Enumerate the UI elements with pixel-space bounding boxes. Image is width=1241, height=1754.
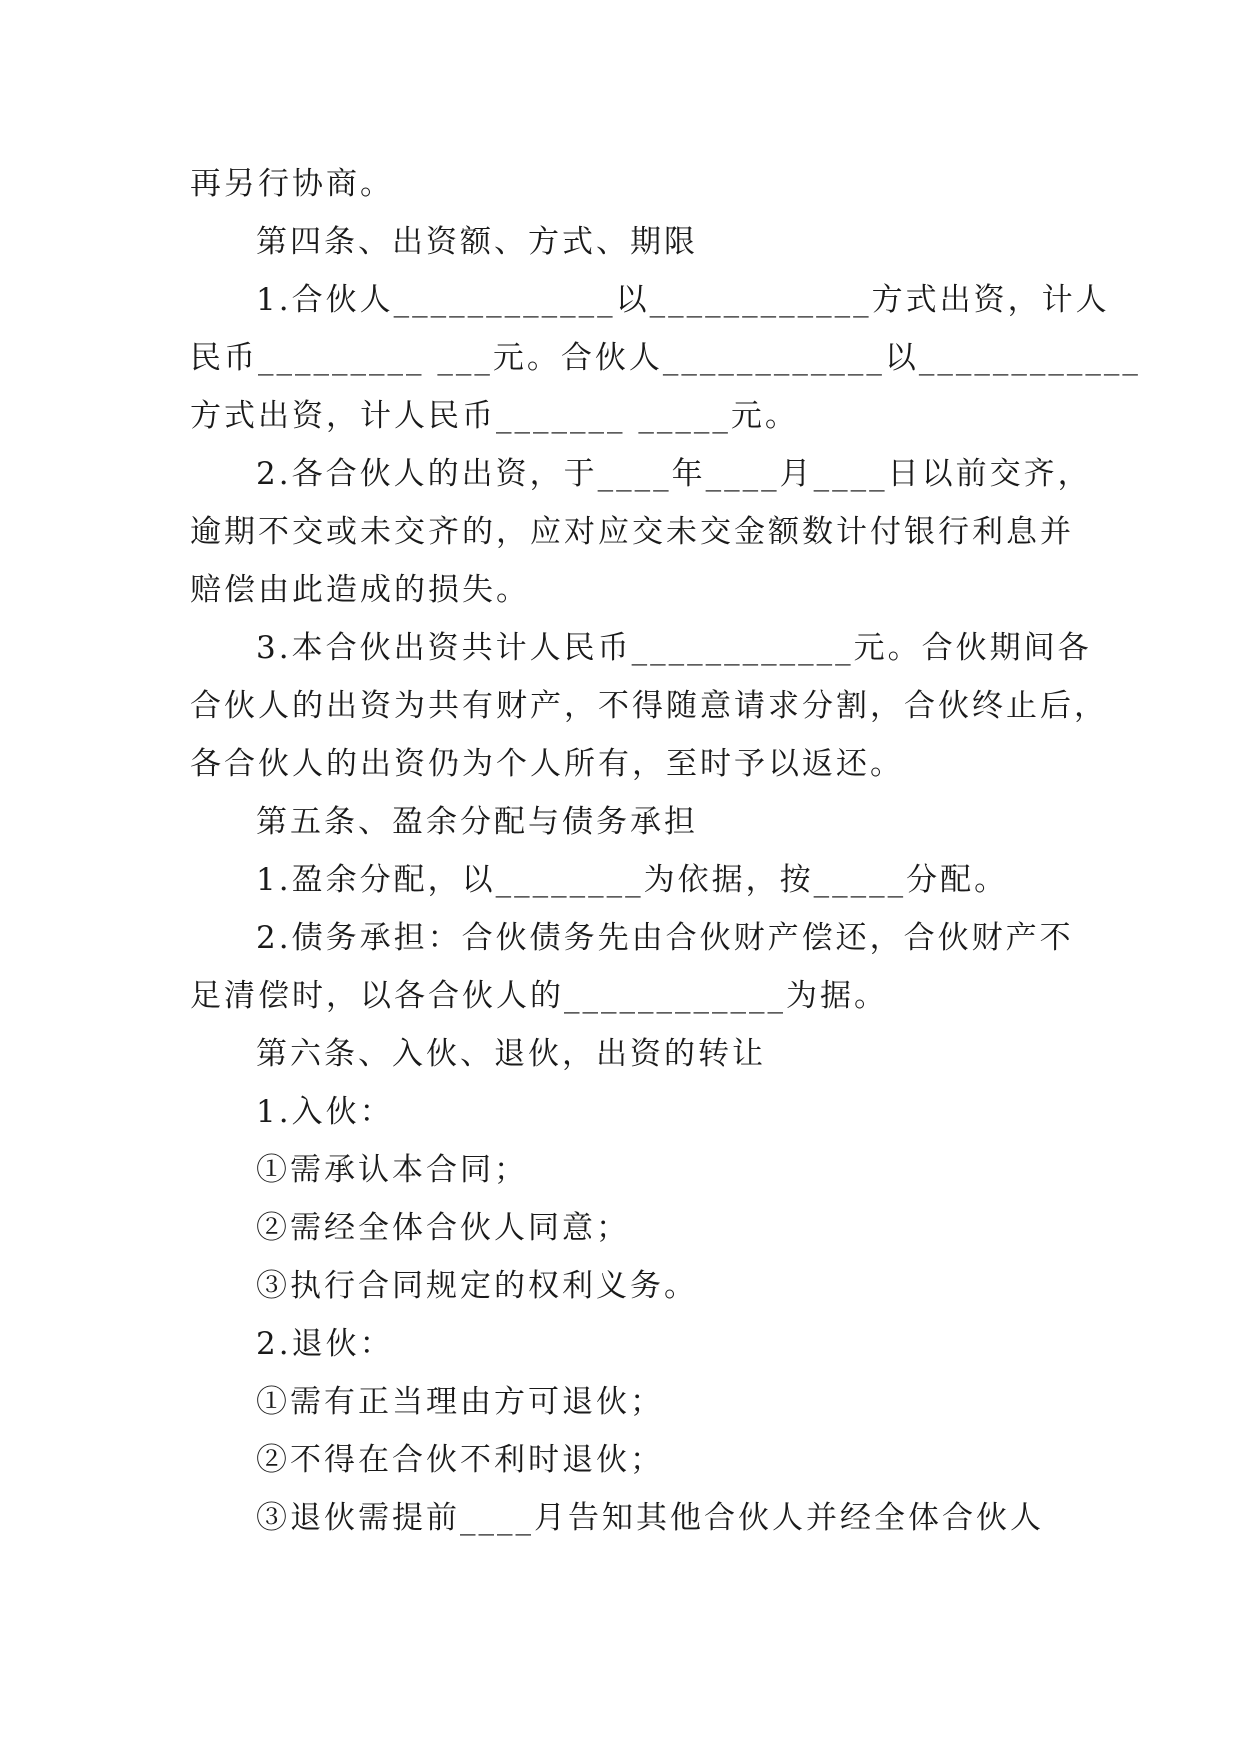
list-item: ③执行合同规定的权利义务。 [256, 1268, 698, 1304]
list-item: ②需经全体合伙人同意； [256, 1210, 630, 1246]
list-item: ①需有正当理由方可退伙； [256, 1384, 664, 1420]
text-line: 再另行协商。 [190, 166, 394, 202]
text-line: 3.本合伙出资共计人民币____________元。合伙期间各 [256, 630, 1092, 666]
document-page [190, 155, 1141, 1547]
list-item: ②不得在合伙不利时退伙； [256, 1442, 664, 1478]
text-line: 民币_________ ___元。合伙人____________以____________ [190, 340, 1141, 376]
text-line: 1.合伙人____________以____________方式出资，计人 [256, 282, 1110, 318]
text-line: 2.退伙： [256, 1326, 394, 1362]
list-item: ①需承认本合同； [256, 1152, 528, 1188]
text-line: 逾期不交或未交齐的，应对应交未交金额数计付银行利息并 [190, 514, 1074, 550]
section-heading-article-4: 第四条、出资额、方式、期限 [256, 224, 698, 260]
text-line: 合伙人的出资为共有财产，不得随意请求分割，合伙终止后， [190, 688, 1108, 724]
section-heading-article-6: 第六条、入伙、退伙，出资的转让 [256, 1036, 766, 1072]
text-line: 1.入伙： [256, 1094, 394, 1130]
text-line: 2.各合伙人的出资，于____年____月____日以前交齐， [256, 456, 1092, 492]
text-line: 各合伙人的出资仍为个人所有，至时予以返还。 [190, 746, 904, 782]
section-heading-article-5: 第五条、盈余分配与债务承担 [256, 804, 698, 840]
text-line: 1.盈余分配，以________为依据，按_____分配。 [256, 862, 1009, 898]
text-line: 足清偿时，以各合伙人的____________为据。 [190, 978, 888, 1014]
list-item: ③退伙需提前____月告知其他合伙人并经全体合伙人 [256, 1500, 1044, 1536]
text-line: 2.债务承担：合伙债务先由合伙财产偿还，合伙财产不 [256, 920, 1074, 956]
text-line: 赔偿由此造成的损失。 [190, 572, 530, 608]
text-line: 方式出资，计人民币_______ _____元。 [190, 398, 799, 434]
